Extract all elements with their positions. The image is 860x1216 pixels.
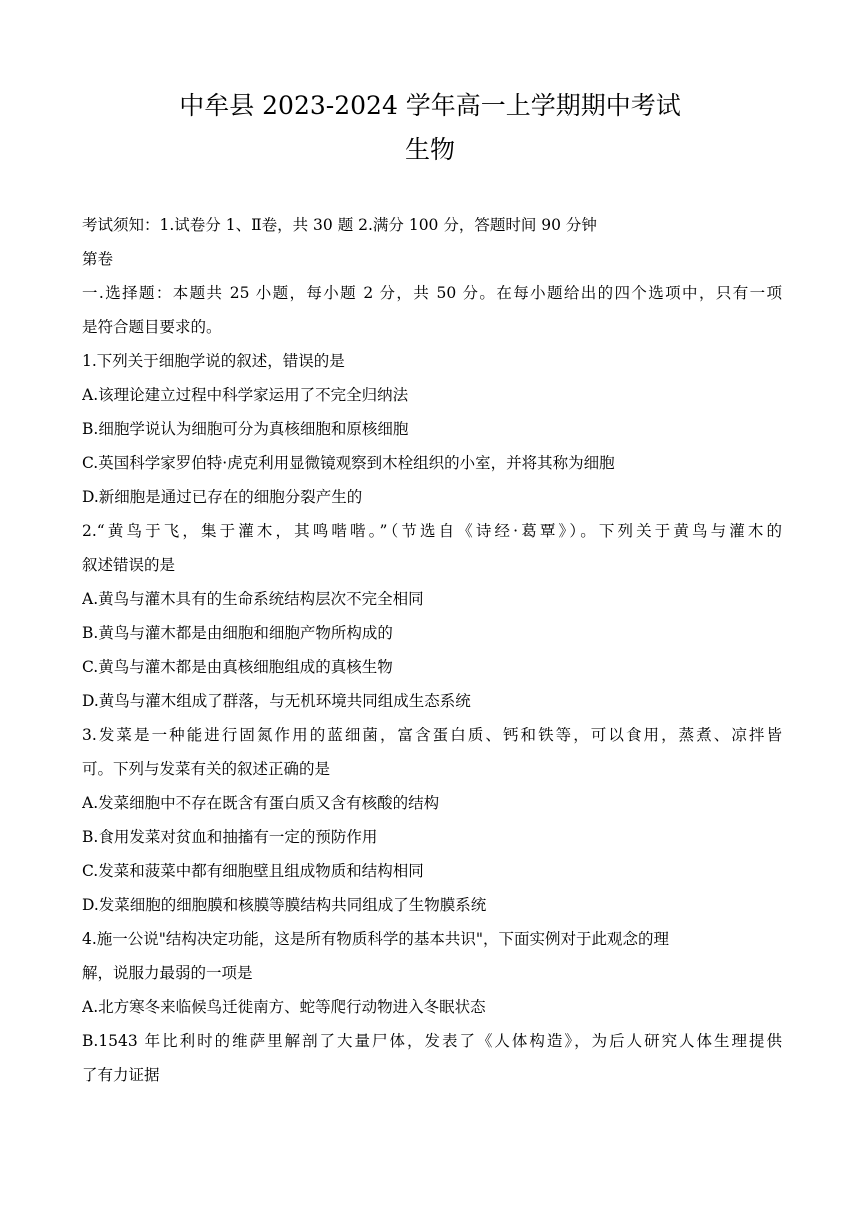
exam-instructions: 考试须知：1.试卷分 1、Ⅱ卷，共 30 题 2.满分 100 分，答题时间 90 分钟 bbox=[82, 216, 597, 234]
question-stem: 叙述错误的是 bbox=[82, 556, 176, 574]
answer-option: C.英国科学家罗伯特·虎克利用显微镜观察到木栓组织的小室，并将其称为细胞 bbox=[82, 454, 615, 472]
section-instruction: 是符合题目要求的。 bbox=[82, 318, 222, 336]
answer-option: A.黄鸟与灌木具有的生命系统结构层次不完全相同 bbox=[82, 590, 424, 608]
exam-title: 中牟县 2023-2024 学年高一上学期期中考试 bbox=[179, 91, 681, 120]
question-stem: 3.发菜是一种能进行固氮作用的蓝细菌，富含蛋白质、钙和铁等，可以食用，蒸煮、凉拌皆 bbox=[82, 726, 782, 744]
question-stem: 4.施一公说"结构决定功能，这是所有物质科学的基本共识"，下面实例对于此观念的理 bbox=[82, 930, 670, 948]
answer-option: D.新细胞是通过已存在的细胞分裂产生的 bbox=[82, 488, 363, 506]
answer-option: A.发菜细胞中不存在既含有蛋白质又含有核酸的结构 bbox=[82, 794, 440, 812]
answer-option: D.发菜细胞的细胞膜和核膜等膜结构共同组成了生物膜系统 bbox=[82, 896, 487, 914]
answer-option: C.黄鸟与灌木都是由真核细胞组成的真核生物 bbox=[82, 658, 393, 676]
section-label: 第卷 bbox=[82, 250, 114, 268]
answer-option: 了有力证据 bbox=[82, 1066, 160, 1084]
answer-option: C.发菜和菠菜中都有细胞壁且组成物质和结构相同 bbox=[82, 862, 424, 880]
answer-option: B.黄鸟与灌木都是由细胞和细胞产物所构成的 bbox=[82, 624, 393, 642]
section-instruction: 一.选择题：本题共 25 小题，每小题 2 分，共 50 分。在每小题给出的四个选项中，只有一项 bbox=[82, 284, 782, 302]
answer-option: B.细胞学说认为细胞可分为真核细胞和原核细胞 bbox=[82, 420, 409, 438]
exam-body bbox=[82, 208, 782, 1092]
answer-option: D.黄鸟与灌木组成了群落，与无机环境共同组成生态系统 bbox=[82, 692, 471, 710]
question-stem: 2.“黄鸟于飞，集于灌木，其鸣喈喈。”（节选自《诗经·葛覃》）。下列关于黄鸟与灌木的 bbox=[82, 522, 782, 540]
subject-title: 生物 bbox=[404, 135, 455, 164]
answer-option: A.该理论建立过程中科学家运用了不完全归纳法 bbox=[82, 386, 409, 404]
answer-option: A.北方寒冬来临候鸟迁徙南方、蛇等爬行动物进入冬眠状态 bbox=[82, 998, 486, 1016]
answer-option: B.食用发菜对贫血和抽搐有一定的预防作用 bbox=[82, 828, 378, 846]
question-stem: 解，说服力最弱的一项是 bbox=[82, 964, 253, 982]
question-stem: 1.下列关于细胞学说的叙述，错误的是 bbox=[82, 352, 345, 370]
answer-option: B.1543 年比利时的维萨里解剖了大量尸体，发表了《人体构造》，为后人研究人体生理提供 bbox=[82, 1032, 782, 1050]
question-stem: 可。下列与发菜有关的叙述正确的是 bbox=[82, 760, 331, 778]
